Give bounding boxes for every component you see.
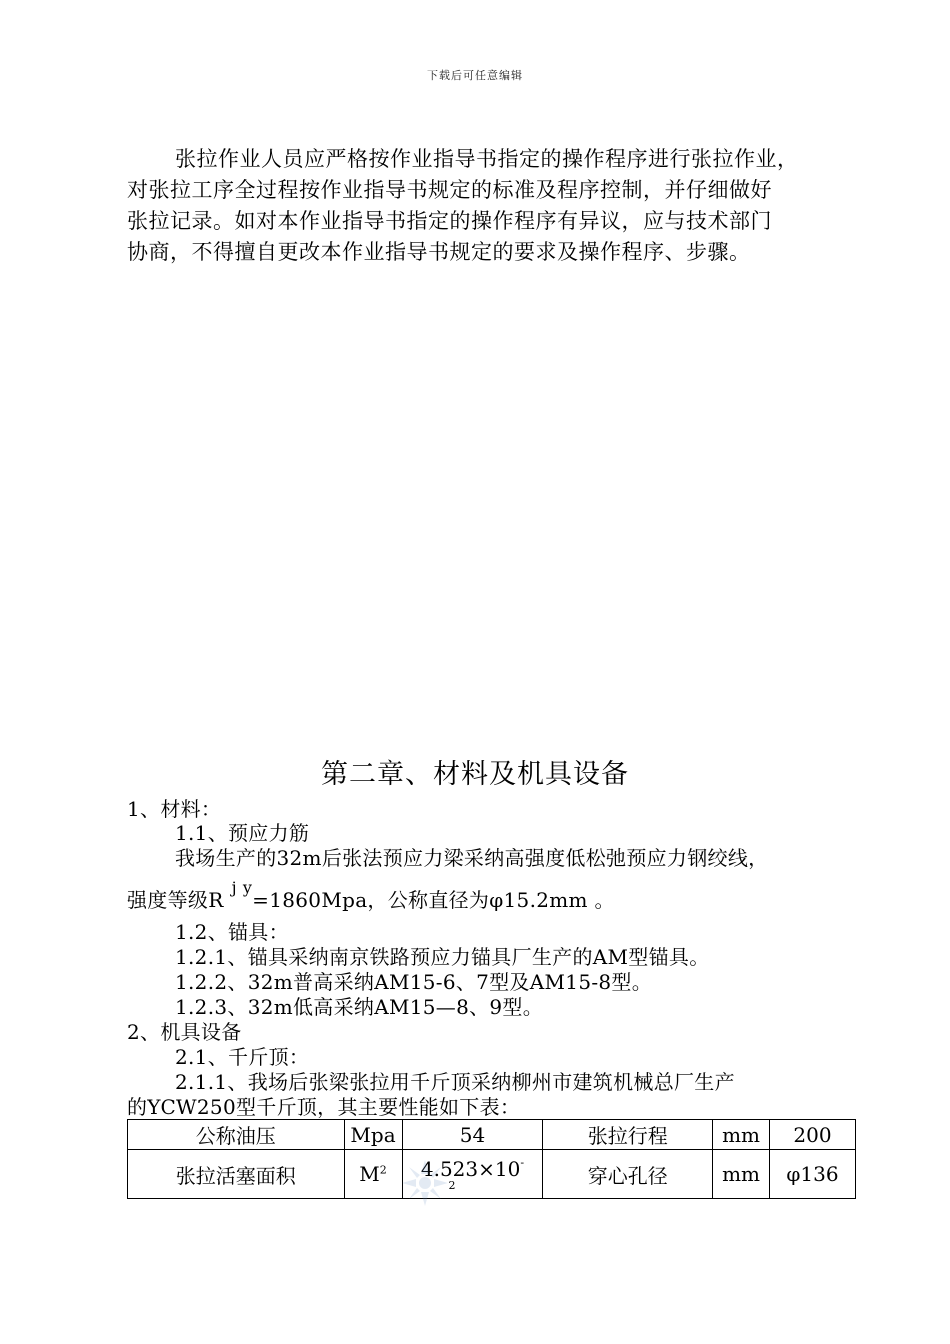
intro-line: 对张拉工序全过程按作业指导书规定的标准及程序控制，并仔细做好 — [127, 178, 772, 202]
table-cell-value: φ136 — [770, 1150, 856, 1199]
table-cell-label: 张拉行程 — [543, 1120, 713, 1150]
equipment-heading: 2、机具设备 — [127, 1020, 242, 1044]
jack-spec-table — [127, 1119, 856, 1199]
prestress-text: 我场生产的32m后张法预应力梁采纳高强度低松弛预应力钢绞线， — [175, 846, 769, 870]
strength-sup-j: j — [231, 878, 237, 897]
strength-line — [127, 878, 615, 915]
table-row — [128, 1120, 856, 1150]
intro-line: 张拉记录。如对本作业指导书指定的操作程序有异议，应与技术部门 — [127, 209, 772, 233]
intro-paragraph — [127, 144, 862, 268]
anchor-heading: 1.2、锚具： — [175, 920, 289, 944]
strength-sup-y: y — [242, 878, 253, 897]
value-sub: 2 — [448, 1179, 456, 1192]
chapter-title: 第二章、材料及机具设备 — [321, 759, 629, 790]
anchor-item-1: 1.2.1、锚具采纳南京铁路预应力锚具厂生产的AM型锚具。 — [175, 945, 710, 969]
value-base: 4.523×10 — [420, 1157, 521, 1181]
anchor-item-2: 1.2.2、32m普高采纳AM15-6、7型及AM15-8型。 — [175, 970, 653, 994]
strength-prefix: 强度等级R — [127, 888, 224, 912]
table-cell-label: 公称油压 — [128, 1120, 345, 1150]
jack-text-2: 的YCW250型千斤顶，其主要性能如下表： — [127, 1095, 521, 1119]
table-cell-unit — [344, 1150, 402, 1199]
table-cell-unit: Mpa — [344, 1120, 402, 1150]
value-sup: - — [520, 1156, 525, 1169]
table-cell-unit: mm — [713, 1150, 770, 1199]
table-row — [128, 1150, 856, 1199]
jack-text-1: 2.1.1、我场后张梁张拉用千斤顶采纳柳州市建筑机械总厂生产 — [175, 1070, 735, 1094]
jack-heading: 2.1、千斤顶： — [175, 1045, 310, 1069]
anchor-item-3: 1.2.3、32m低高采纳AM15—8、9型。 — [175, 995, 544, 1019]
table-cell-label: 穿心孔径 — [543, 1150, 713, 1199]
intro-line: 协商，不得擅自更改本作业指导书规定的要求及操作程序、步骤。 — [127, 240, 751, 264]
intro-line: 张拉作业人员应严格按作业指导书指定的操作程序进行张拉作业， — [175, 147, 799, 171]
table-cell-value: 54 — [402, 1120, 543, 1150]
unit-sup: 2 — [379, 1163, 387, 1177]
table-cell-label: 张拉活塞面积 — [128, 1150, 345, 1199]
prestress-heading: 1.1、预应力筋 — [175, 821, 310, 845]
strength-suffix: =1860Mpa，公称直径为φ15.2mm 。 — [252, 888, 615, 912]
materials-heading: 1、材料： — [127, 797, 222, 821]
table-cell-value: 200 — [770, 1120, 856, 1150]
unit-base: M — [359, 1162, 380, 1186]
page-header-note: 下载后可任意编辑 — [427, 69, 523, 82]
watermark-logo — [400, 1158, 450, 1208]
table-cell-unit: mm — [713, 1120, 770, 1150]
